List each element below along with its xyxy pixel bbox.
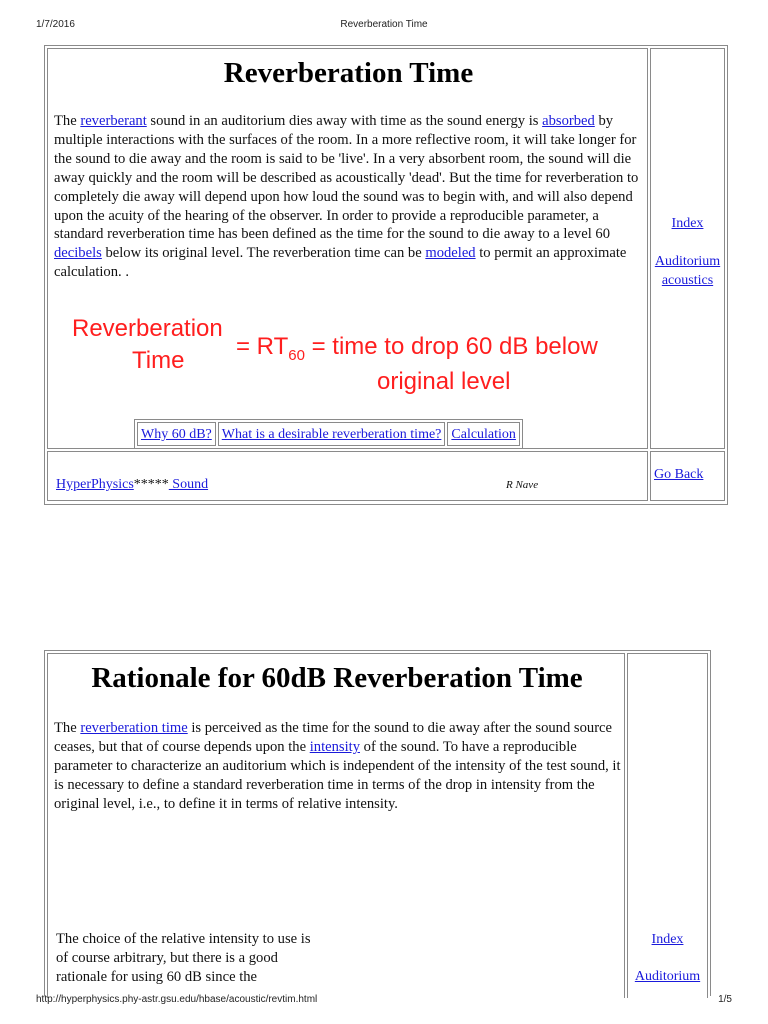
paragraph-text: of the sound. To have a reproducible parameter to characterize an auditorium which is independent of the intensity of the test sound, it is necessary to define a standard reverberation time in terms of the drop in intensity from the original level, i.e., to define it in terms of relative intensity. [54,738,621,812]
paragraph-text: below its original level. The reverberation time can be [101,245,426,262]
topic-nav-table [134,419,523,449]
inline-link[interactable]: decibels [54,245,102,262]
auditorium-link-2[interactable]: Auditorium [634,969,701,984]
footer-cell [47,451,648,501]
paragraph-text: to permit an approximate calculation. . [54,245,627,281]
paragraph-text: The [54,720,81,736]
rationale-paragraph [54,719,622,814]
sidebar-cell [650,48,725,449]
nav-cell [137,422,216,446]
rationale-title: Rationale for 60dB Reverberation Time [91,662,583,694]
index-link-2[interactable]: Index [651,932,684,947]
formula-eq-prefix: = RT [236,333,289,360]
nav-cell [447,422,520,446]
why-60db-link[interactable]: Why 60 dB? [141,427,212,442]
auditorium-acoustics-link[interactable] [655,254,720,288]
paragraph-text: sound in an auditorium dies away with time as the sound energy is [146,113,543,129]
rationale-panel [44,650,711,996]
calculation-link[interactable]: Calculation [451,427,516,442]
source-url: http://hyperphysics.phy-astr.gsu.edu/hbase/acoustic/revtim.html [36,994,318,1005]
desirable-reverb-time-link[interactable]: What is a desirable reverberation time? [221,427,442,442]
formula-word-reverberation: Reverberation [72,315,223,342]
reverberation-time-panel [44,45,728,505]
formula-word-time: Time [132,347,185,374]
formula-eq-subscript: 60 [288,346,305,364]
rationale-paragraph-2: The choice of the relative intensity to use is of course arbitrary, but there is a good rationale for using 60 dB since the [56,931,311,985]
paragraph-text: is perceived as the time for the sound to die away after the sound source ceases, but that of course depends upon the [54,720,613,755]
go-back-link[interactable]: Go Back [654,467,704,482]
intro-paragraph [54,112,644,282]
inline-link[interactable]: reverberant [80,113,147,129]
breadcrumb-separator: ***** [133,477,169,492]
index-link[interactable]: Index [671,216,704,231]
print-date: 1/7/2016 [36,19,75,30]
inline-link[interactable]: absorbed [542,113,595,129]
rt60-formula-graphic [70,307,630,397]
sound-link[interactable]: Sound [168,477,209,492]
paragraph-text: by multiple interactions with the surfaces of the room. In a more reflective room, it will take longer for the sound to die away and the room is said to be 'live'. In a very absorbent room, the sound will die away quickly and the room will be described as acoustically 'dead'. But the time for reverberation to completely die away will depend upon how loud the sound was to begin with, and will also depend upon the acuity of the hearing of the observer. In order to provide a reproducible parameter, a standard reverberation time has been defined as the time for the sound to die away to a level 60 [54,113,639,243]
author-credit: R Nave [506,479,539,491]
auditorium-link-line1: Auditorium [654,254,721,269]
rationale-sidebar-cell [627,653,708,998]
formula-line2: original level [377,368,511,395]
inline-link[interactable]: reverberation time [80,720,188,736]
paragraph-text: The [54,113,81,129]
inline-link[interactable]: modeled [425,245,476,262]
formula-equation [236,333,598,364]
breadcrumb [56,477,208,493]
rationale-content-cell [47,653,625,998]
auditorium-link-line2: acoustics [661,273,714,288]
main-content-cell [47,48,648,449]
nav-cell [218,422,446,446]
formula-eq-suffix: = time to drop 60 dB below [304,333,598,360]
go-back-cell [650,451,725,501]
page-title: Reverberation Time [223,57,474,89]
inline-link[interactable]: intensity [309,738,360,755]
page-number: 1/5 [718,994,732,1005]
hyperphysics-link[interactable]: HyperPhysics [56,477,134,492]
print-title: Reverberation Time [340,19,428,30]
